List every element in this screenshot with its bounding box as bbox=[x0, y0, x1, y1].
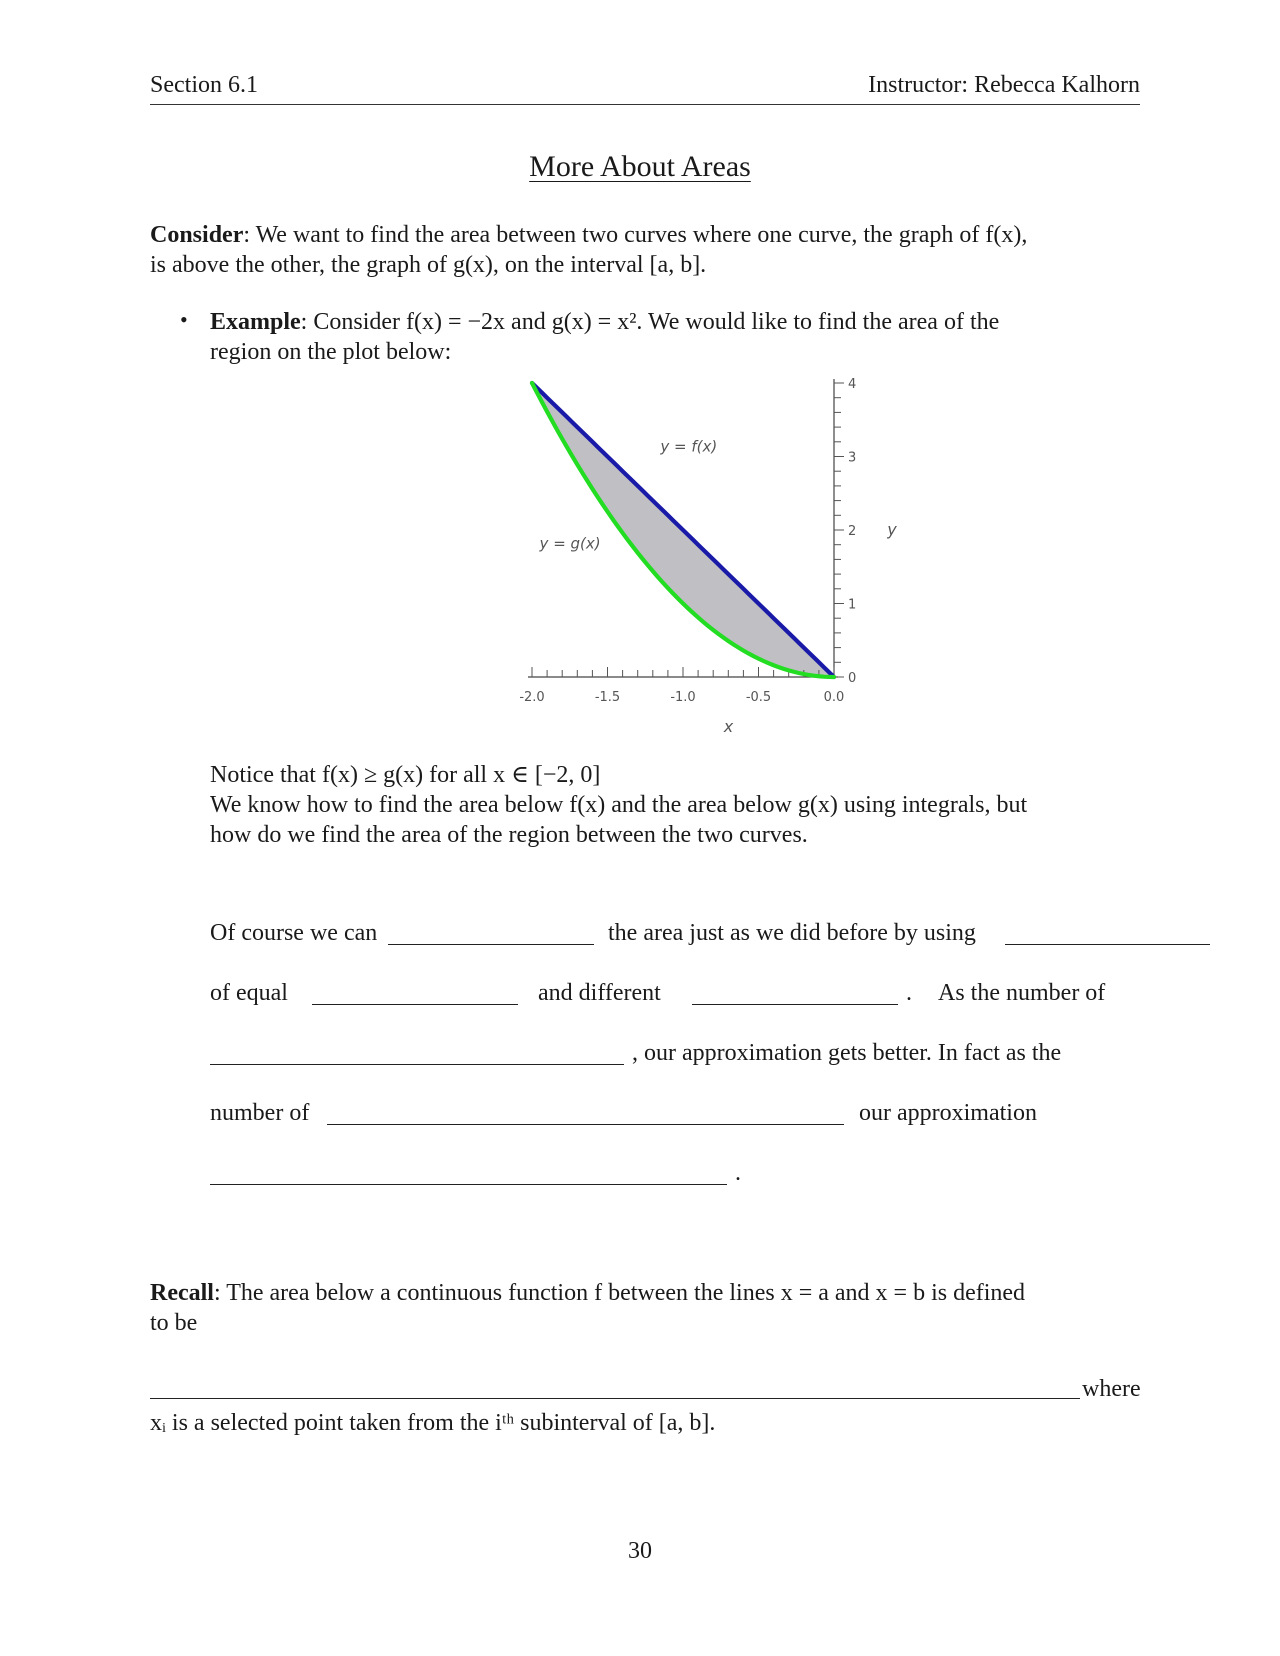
fill-line-4a: number of bbox=[210, 1100, 310, 1126]
blank-1 bbox=[388, 944, 594, 945]
x-tick-label: -1.0 bbox=[670, 690, 696, 705]
annotation-g: y = g(x) bbox=[539, 534, 601, 553]
blank-4 bbox=[692, 1004, 898, 1005]
instructor-label: Instructor: Rebecca Kalhorn bbox=[868, 72, 1140, 98]
notice-line-1: Notice that f(x) ≥ g(x) for all x ∈ [−2, 0] bbox=[210, 762, 601, 788]
y-axis-label: y bbox=[887, 520, 897, 539]
series-line bbox=[532, 383, 834, 677]
notice-line-2: We know how to find the area below f(x) and the area below g(x) using integrals, but bbox=[210, 792, 1028, 818]
y-tick-label: 1 bbox=[848, 597, 857, 613]
blank-2 bbox=[1005, 944, 1210, 945]
fill-line-2b: and different bbox=[538, 980, 661, 1006]
fill-line-5: . bbox=[735, 1160, 741, 1186]
recall-line-4: xᵢ is a selected point taken from the iᵗʰ subinterval of [a, b]. bbox=[150, 1410, 716, 1436]
fill-line-1a: Of course we can bbox=[210, 920, 378, 946]
y-tick-label: 0 bbox=[848, 671, 857, 686]
recall-line-1: Recall: The area below a continuous function f between the lines x = a and x = b is defined bbox=[150, 1280, 1026, 1306]
area-plot bbox=[500, 375, 920, 755]
blank-3 bbox=[312, 1004, 518, 1005]
consider-line-1: Consider: We want to find the area between two curves where one curve, the graph of f(x), bbox=[150, 222, 1028, 248]
section-label: Section 6.1 bbox=[150, 72, 258, 98]
fill-line-1b: the area just as we did before by using bbox=[608, 920, 976, 946]
blank-8 bbox=[150, 1398, 1080, 1399]
fill-line-2c: . bbox=[906, 980, 912, 1006]
fill-line-2a: of equal bbox=[210, 980, 288, 1006]
blank-7 bbox=[210, 1184, 727, 1185]
recall-line-2: to be bbox=[150, 1310, 198, 1336]
y-tick-label: 2 bbox=[848, 524, 857, 539]
y-tick-label: 4 bbox=[848, 377, 857, 392]
x-tick-label: 0.0 bbox=[823, 690, 845, 705]
header-rule bbox=[150, 104, 1140, 105]
example-line-1: Example: Consider f(x) = −2x and g(x) = x². We would like to find the area of the bbox=[210, 309, 1000, 335]
blank-6 bbox=[327, 1124, 844, 1125]
consider-line-2: is above the other, the graph of g(x), on the interval [a, b]. bbox=[150, 252, 707, 278]
example-line-2: region on the plot below: bbox=[210, 339, 452, 365]
fill-line-2d: As the number of bbox=[938, 980, 1106, 1006]
plot-layer bbox=[519, 377, 897, 736]
x-tick-label: -1.5 bbox=[594, 690, 621, 705]
page-number: 30 bbox=[628, 1538, 652, 1564]
blank-5 bbox=[210, 1064, 624, 1065]
x-axis-label: x bbox=[723, 717, 734, 736]
fill-line-3: , our approximation gets better. In fact as the bbox=[632, 1040, 1062, 1066]
annotation-f: y = f(x) bbox=[660, 437, 718, 456]
y-tick-label: 3 bbox=[848, 450, 857, 466]
page-title: More About Areas bbox=[529, 150, 751, 183]
x-tick-label: -0.5 bbox=[745, 690, 772, 705]
x-tick-label: -2.0 bbox=[519, 690, 545, 705]
fill-line-4b: our approximation bbox=[859, 1100, 1037, 1126]
bullet-icon: • bbox=[180, 307, 188, 332]
recall-where: where bbox=[1082, 1376, 1141, 1402]
notice-line-3: how do we find the area of the region between the two curves. bbox=[210, 822, 808, 848]
